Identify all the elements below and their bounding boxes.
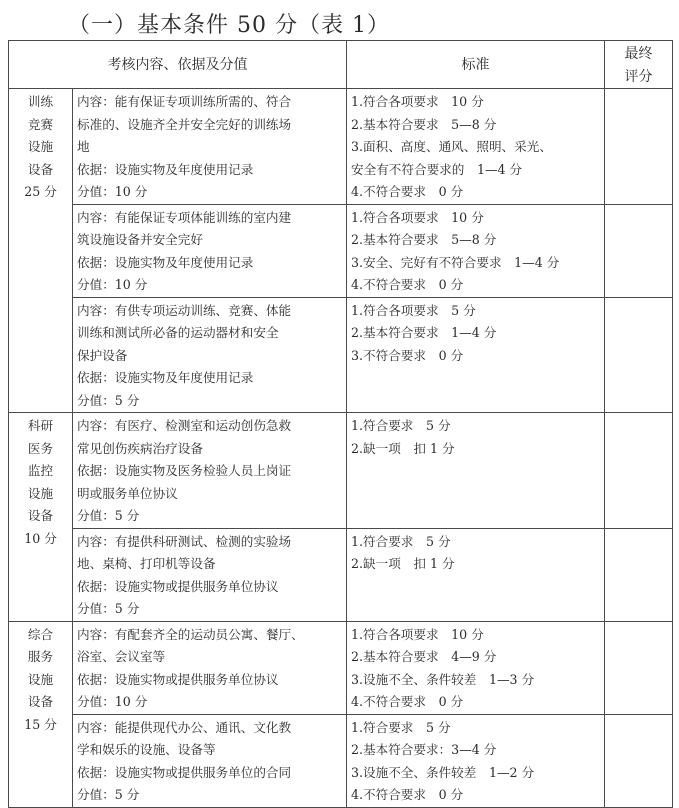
content-cell [73,528,347,621]
standard-line: 1.符合各项要求 10 分 [351,626,484,642]
content-line: 分值：5 分 [77,787,140,802]
table-body [9,89,673,808]
standard-line: 3.安全、完好有不符合要求 1—4 分 [351,254,560,270]
standard-line: 安全有不符合要求的 1—4 分 [351,161,523,177]
assessment-table [8,40,673,808]
standard-cell [347,297,605,413]
header-standard: 标准 [347,41,605,89]
content-line: 分值：5 分 [77,601,140,616]
category-line: 25 分 [24,184,57,199]
category-line: 15 分 [24,716,57,732]
content-line: 内容：能有保证专项训练所需的、符合 [77,94,292,109]
standard-line: 2.基本符合要求 1—4 分 [351,325,497,340]
category-line: 设施 [27,139,54,154]
content-line: 依据：设施实物及年度使用记录 [77,254,254,270]
content-line: 内容：有供专项运动训练、竞赛、体能 [77,302,292,318]
table-row [9,413,673,529]
standard-cell [347,621,605,714]
category-cell [9,89,73,413]
content-line: 分值：10 分 [77,277,148,292]
category-line: 设施 [27,671,54,687]
final-score-cell[interactable] [605,621,673,714]
standard-line: 3.设施不全、条件较差 1—3 分 [351,671,535,687]
standard-line: 2.基本符合要求 5—8 分 [351,232,497,247]
content-line: 筑设施设备并安全完好 [77,232,203,247]
standard-line: 2.基本符合要求 5—8 分 [351,116,497,132]
category-line: 科研 [27,418,54,433]
category-line: 设备 [27,694,54,709]
standard-cell [347,528,605,621]
table-row [9,528,673,621]
category-line: 设备 [27,508,54,523]
content-cell [73,621,347,714]
category-cell [9,621,73,807]
standard-line: 2.缺一项 扣 1 分 [351,440,455,456]
standard-cell [347,714,605,807]
standard-line: 3.面积、高度、通风、照明、采光、 [351,139,552,154]
table-row [9,89,673,205]
standard-cell [347,89,605,205]
content-line: 分值：5 分 [77,392,140,408]
final-score-cell[interactable] [605,413,673,529]
content-line: 分值：5 分 [77,508,140,523]
content-line: 依据：设施实物及医务检验人员上岗证 [77,463,292,478]
header-content: 考核内容、依据及分值 [9,41,347,89]
content-line: 保护设备 [77,347,128,363]
header-final-score [605,41,673,89]
content-cell [73,714,347,807]
category-line: 竞赛 [27,116,54,132]
standard-line: 4.不符合要求 0 分 [351,787,464,802]
content-line: 内容：有配套齐全的运动员公寓、餐厅、 [77,626,304,642]
content-line: 依据：设施实物及年度使用记录 [77,370,254,385]
content-line: 分值：10 分 [77,694,148,709]
content-line: 标准的、设施齐全并安全完好的训练场 [77,116,292,132]
standard-line: 3.设施不全、条件较差 1—2 分 [351,764,535,780]
content-cell [73,297,347,413]
content-line: 内容：有能保证专项体能训练的室内建 [77,209,292,225]
content-line: 依据：设施实物或提供服务单位的合同 [77,764,292,780]
standard-line: 1.符合各项要求 5 分 [351,302,476,318]
content-line: 依据：设施实物及年度使用记录 [77,161,254,177]
content-line: 内容：有医疗、检测室和运动创伤急救 [77,418,292,433]
content-line: 内容：能提供现代办公、通讯、文化教 [77,719,292,735]
standard-cell [347,204,605,297]
final-score-cell[interactable] [605,204,673,297]
category-line: 设备 [27,161,54,177]
content-line: 依据：设施实物或提供服务单位协议 [77,671,279,687]
content-line: 明或服务单位协议 [77,485,178,501]
standard-line: 1.符合要求 5 分 [351,533,451,549]
standard-line: 4.不符合要求 0 分 [351,277,464,292]
category-line: 医务 [27,440,54,456]
header-row [9,41,673,89]
final-score-cell[interactable] [605,528,673,621]
content-line: 依据：设施实物或提供服务单位协议 [77,578,279,594]
standard-line: 4.不符合要求 0 分 [351,694,464,709]
final-score-cell[interactable] [605,714,673,807]
standard-line: 2.基本符合要求 4—9 分 [351,649,497,664]
standard-line: 1.符合各项要求 10 分 [351,209,484,225]
category-line: 10 分 [24,530,57,546]
content-line: 学和娱乐的设施、设备等 [77,742,216,757]
content-cell [73,204,347,297]
category-line: 服务 [27,649,54,664]
standard-line: 2.缺一项 扣 1 分 [351,556,455,571]
category-line: 综合 [27,626,54,642]
content-line: 内容：有提供科研测试、检测的实验场 [77,533,292,549]
content-line: 分值：10 分 [77,184,148,199]
final-score-cell[interactable] [605,89,673,205]
category-line: 设施 [27,485,54,501]
standard-cell [347,413,605,529]
content-cell [73,413,347,529]
standard-line: 1.符合各项要求 10 分 [351,94,484,109]
table-row [9,621,673,714]
table-row [9,714,673,807]
content-line: 地 [77,139,90,154]
standard-line: 1.符合要求 5 分 [351,418,451,433]
category-line: 训练 [27,94,54,109]
content-line: 常见创伤疾病治疗设备 [77,440,203,456]
header-final-line2: 评分 [624,68,653,85]
content-cell [73,89,347,205]
section-title: （一）基本条件 50 分（表 1） [68,13,390,38]
header-final-line1: 最终 [624,46,653,62]
content-line: 地、桌椅、打印机等设备 [77,556,216,571]
content-line: 浴室、会议室等 [77,649,166,664]
category-cell [9,413,73,622]
standard-line: 2.基本符合要求：3—4 分 [351,742,497,757]
category-line: 监控 [27,463,54,478]
final-score-cell[interactable] [605,297,673,413]
standard-line: 4.不符合要求 0 分 [351,184,464,199]
table-row [9,204,673,297]
content-line: 训练和测试所必备的运动器材和安全 [77,325,279,340]
table-row [9,297,673,413]
standard-line: 3.不符合要求 0 分 [351,347,464,363]
standard-line: 1.符合要求 5 分 [351,719,451,735]
